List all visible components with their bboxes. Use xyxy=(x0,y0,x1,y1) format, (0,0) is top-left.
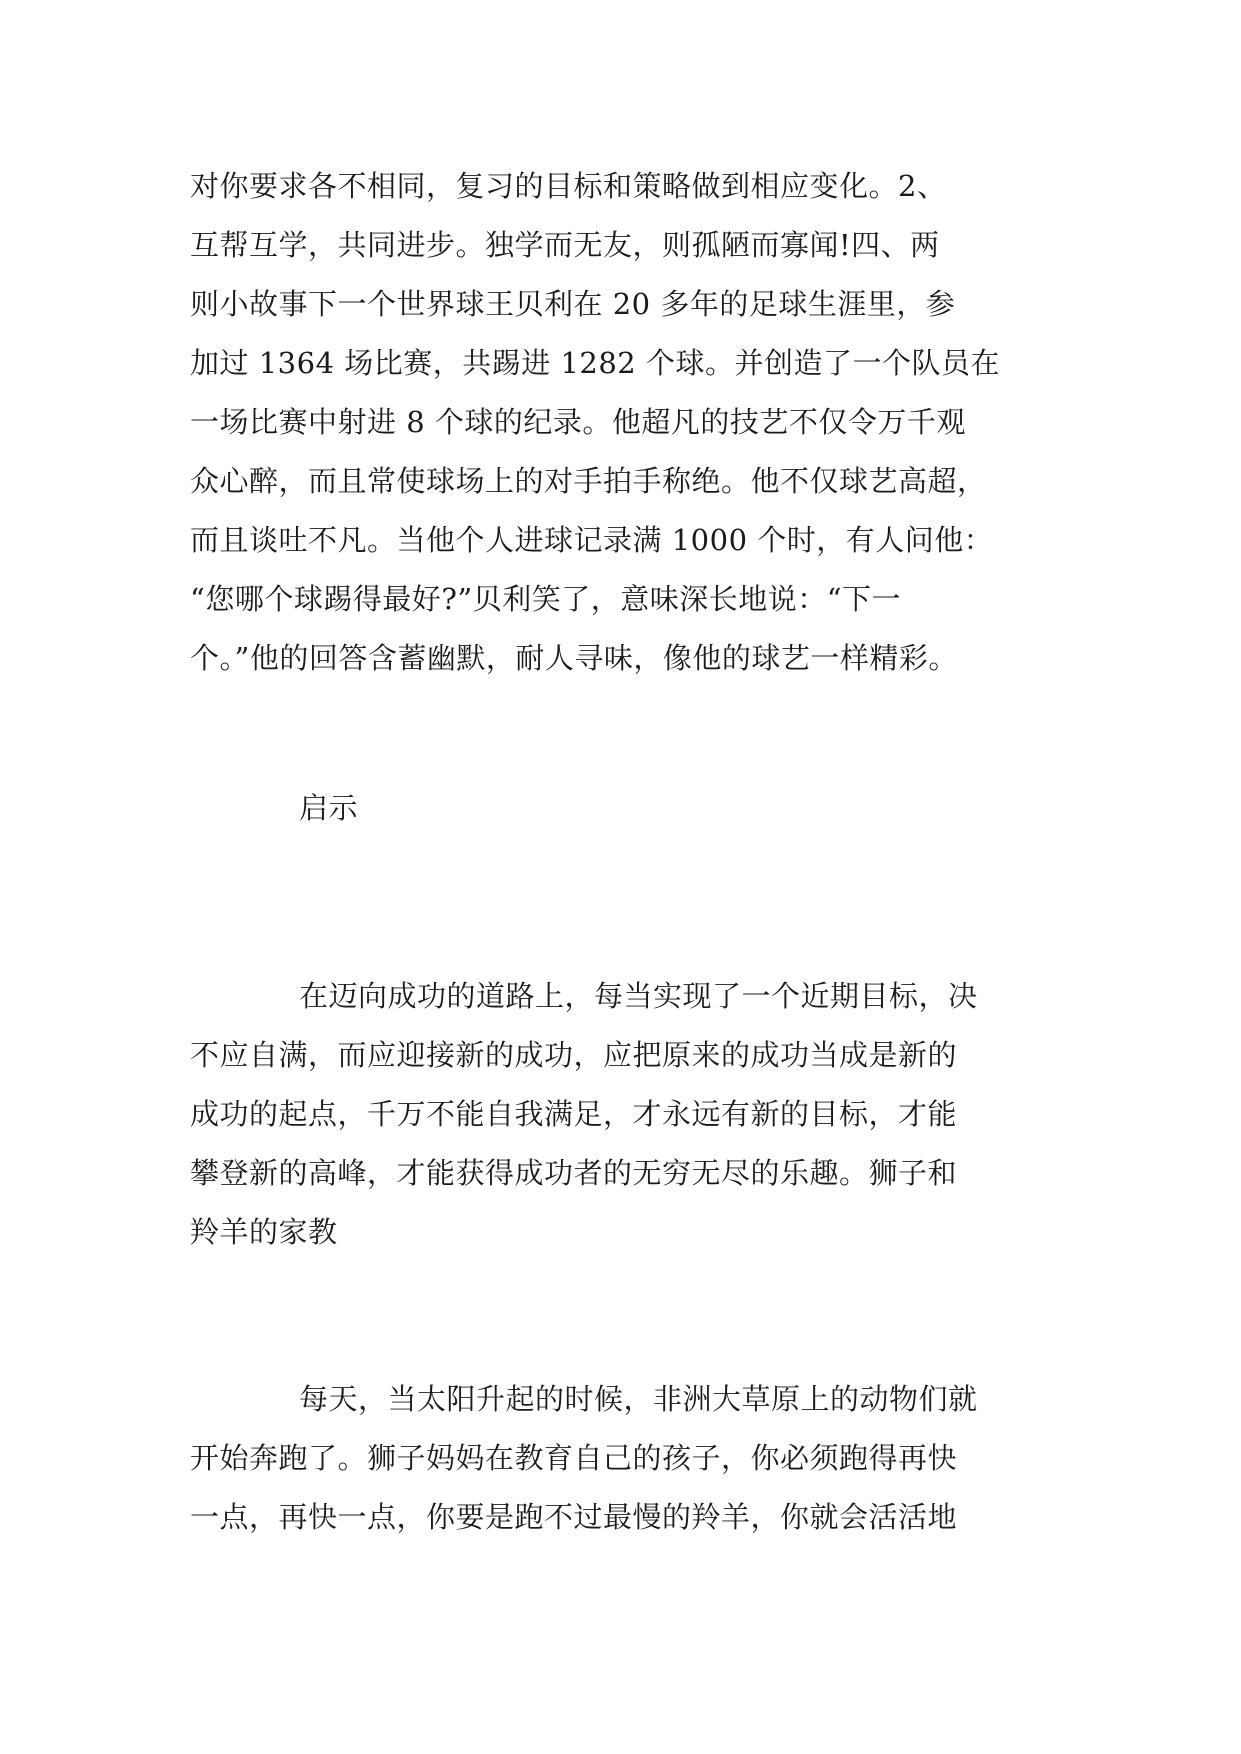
heading-text: 启示 xyxy=(299,791,359,825)
text-line: 一场比赛中射进 8 个球的纪录。他超凡的技艺不仅令万千观 xyxy=(190,405,966,439)
text-line: 对你要求各不相同，复习的目标和策略做到相应变化。2、 xyxy=(190,169,947,203)
text-line: 开始奔跑了。狮子妈妈在教育自己的孩子，你必须跑得再快 xyxy=(190,1441,958,1475)
text-line: “您哪个球踢得最好?”贝利笑了，意味深长地说：“下一 xyxy=(190,582,902,616)
text-line: 加过 1364 场比赛，共踢进 1282 个球。并创造了一个队员在 xyxy=(190,346,1000,380)
text-line: 而且谈吐不凡。当他个人进球记录满 1000 个时，有人问他： xyxy=(190,523,994,557)
text-line: 互帮互学，共同进步。独学而无友，则孤陋而寡闻!四、两 xyxy=(190,228,940,262)
paragraph-lion-antelope xyxy=(190,1370,1090,1547)
text-line: 则小故事下一个世界球王贝利在 20 多年的足球生涯里，参 xyxy=(190,287,956,321)
section-heading xyxy=(190,779,1090,838)
text-line: 众心醉，而且常使球场上的对手拍手称绝。他不仅球艺高超， xyxy=(190,464,987,498)
text-line: 攀登新的高峰，才能获得成功者的无穷无尽的乐趣。狮子和 xyxy=(190,1156,958,1190)
text-line: 羚羊的家教 xyxy=(190,1215,338,1249)
text-line: 个。”他的回答含蓄幽默，耐人寻味，像他的球艺一样精彩。 xyxy=(190,641,958,675)
paragraph-pele-story xyxy=(190,157,1090,688)
text-line: 不应自满，而应迎接新的成功，应把原来的成功当成是新的 xyxy=(190,1038,958,1072)
paragraph-success xyxy=(190,967,1090,1262)
text-line: 成功的起点，千万不能自我满足，才永远有新的目标，才能 xyxy=(190,1097,958,1131)
text-line: 每天，当太阳升起的时候，非洲大草原上的动物们就 xyxy=(299,1382,978,1416)
text-line: 在迈向成功的道路上，每当实现了一个近期目标，决 xyxy=(299,979,978,1013)
text-line: 一点，再快一点，你要是跑不过最慢的羚羊，你就会活活地 xyxy=(190,1500,958,1534)
